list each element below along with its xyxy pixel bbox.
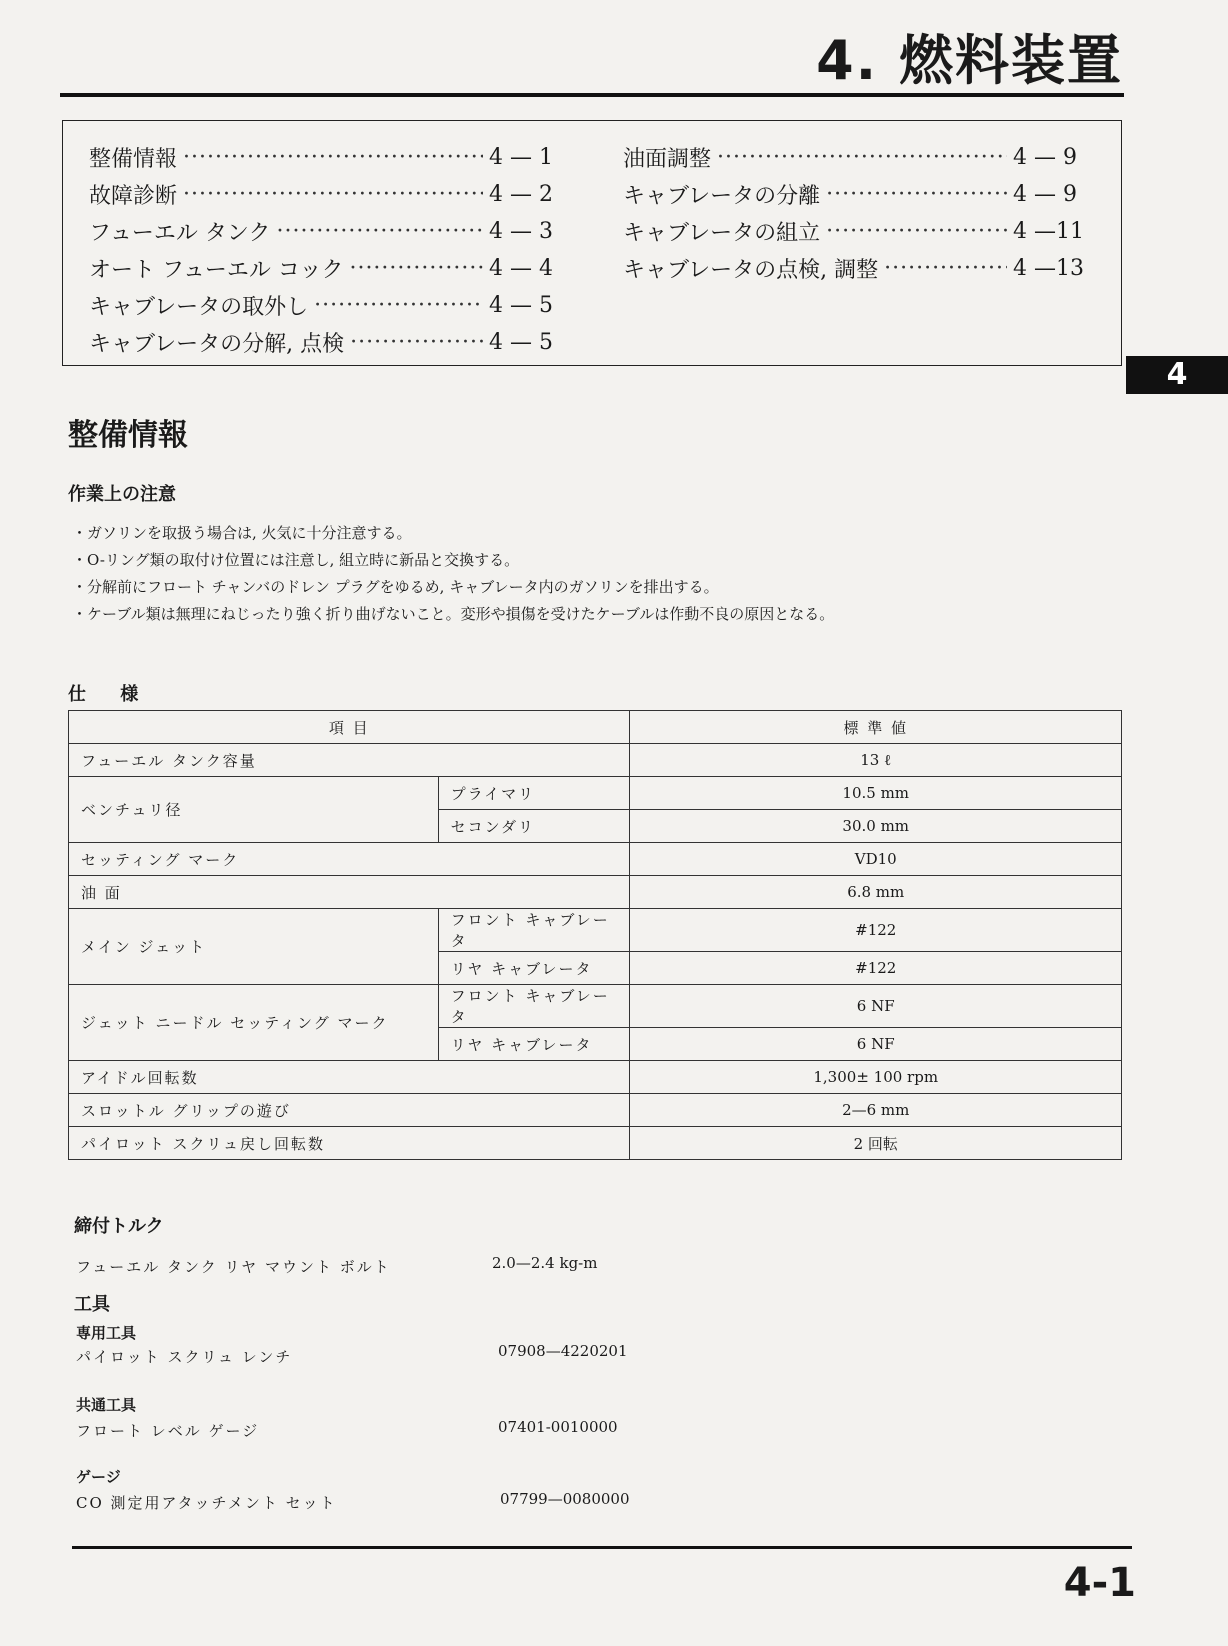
toc-label: 整備情報: [89, 147, 178, 172]
section-heading: 整備情報: [68, 418, 188, 453]
row-value: 6 NF: [630, 1028, 1122, 1061]
toc-item[interactable]: [623, 250, 1083, 287]
row-value: 1,300± 100 rpm: [630, 1061, 1122, 1094]
toc-item[interactable]: [89, 176, 559, 213]
common-tools-heading: 共通工具: [76, 1396, 137, 1414]
toc-leader: [884, 256, 1007, 281]
table-row: [69, 777, 1122, 810]
row-label: パイロット スクリュ戻し回転数: [69, 1127, 630, 1160]
toc-leader: [183, 145, 483, 170]
torque-heading: 締付トルク: [74, 1216, 164, 1237]
row-value: 2 回転: [630, 1127, 1122, 1160]
table-header-row: [69, 711, 1122, 744]
cautions-heading: 作業上の注意: [68, 484, 176, 505]
cautions-list: [72, 520, 834, 628]
caution-item: ・O-リング類の取付け位置には注意し, 組立時に新品と交換する。: [72, 551, 520, 569]
bottom-rule: [72, 1546, 1132, 1549]
toc-page: 4 — 9: [1013, 145, 1077, 170]
row-label: 油 面: [69, 876, 630, 909]
toc-page: 4 — 3: [489, 219, 553, 244]
special-tools-heading: 専用工具: [76, 1324, 137, 1342]
toc-item[interactable]: [623, 176, 1083, 213]
torque-value: 2.0—2.4 kg-m: [492, 1254, 598, 1272]
special-tool-number: 07908—4220201: [498, 1342, 628, 1360]
row-value: 6.8 mm: [630, 876, 1122, 909]
spec-table: [68, 710, 1122, 1160]
row-label: アイドル回転数: [69, 1061, 630, 1094]
table-row: [69, 876, 1122, 909]
chapter-tab: 4: [1126, 356, 1228, 394]
toc-label: フューエル タンク: [89, 221, 271, 246]
toc-label: 故障診断: [89, 184, 178, 209]
toc-item[interactable]: [89, 287, 559, 324]
table-row: [69, 1127, 1122, 1160]
toc-left-column: [89, 139, 559, 361]
header-item: 項 目: [69, 711, 630, 744]
row-value: VD10: [630, 843, 1122, 876]
top-rule: [60, 93, 1124, 97]
gauge-item: CO 測定用アタッチメント セット: [76, 1494, 337, 1512]
common-tool-number: 07401-0010000: [498, 1418, 618, 1436]
row-value: 13 ℓ: [630, 744, 1122, 777]
gauge-heading: ゲージ: [76, 1468, 121, 1486]
page-number: 4-1: [1063, 1560, 1136, 1606]
caution-item: ・ケーブル類は無理にねじったり強く折り曲げないこと。変形や損傷を受けたケーブルは作動不良の原因となる。: [72, 605, 835, 623]
toc-leader: [350, 330, 483, 355]
toc-item[interactable]: [623, 139, 1083, 176]
common-tool-item: フロート レベル ゲージ: [76, 1422, 260, 1440]
toc-label: キャブレータの点検, 調整: [623, 258, 879, 283]
row-label: ジェット ニードル セッティング マーク: [69, 985, 439, 1061]
toc-label: キャブレータの分離: [623, 184, 821, 209]
row-value: 10.5 mm: [630, 777, 1122, 810]
toc-leader: [717, 145, 1007, 170]
row-value: 30.0 mm: [630, 810, 1122, 843]
toc-right-column: [623, 139, 1083, 287]
torque-item: フューエル タンク リヤ マウント ボルト: [76, 1258, 391, 1276]
table-row: [69, 1094, 1122, 1127]
toc-item[interactable]: [89, 213, 559, 250]
row-label: ベンチュリ径: [69, 777, 439, 843]
row-sublabel: フロント キャブレータ: [438, 985, 630, 1028]
table-row: [69, 744, 1122, 777]
toc-page: 4 —11: [1013, 219, 1084, 244]
toc-item[interactable]: [89, 324, 559, 361]
toc-label: キャブレータの取外し: [89, 295, 309, 320]
toc-page: 4 — 2: [489, 182, 553, 207]
toc-item[interactable]: [623, 213, 1083, 250]
row-value: 6 NF: [630, 985, 1122, 1028]
toc-leader: [826, 182, 1007, 207]
specs-heading: 仕 様: [68, 684, 153, 705]
row-label: フューエル タンク容量: [69, 744, 630, 777]
table-row: [69, 985, 1122, 1028]
caution-item: ・分解前にフロート チャンバのドレン プラグをゆるめ, キャブレータ内のガソリンを排出する。: [72, 578, 719, 596]
table-of-contents: [62, 120, 1122, 366]
toc-page: 4 —13: [1013, 256, 1084, 281]
special-tool-item: パイロット スクリュ レンチ: [76, 1348, 293, 1366]
row-value: #122: [630, 952, 1122, 985]
table-row: [69, 843, 1122, 876]
gauge-number: 07799—0080000: [500, 1490, 630, 1508]
toc-page: 4 — 5: [489, 330, 553, 355]
toc-item[interactable]: [89, 250, 559, 287]
row-label: メイン ジェット: [69, 909, 439, 985]
row-value: 2—6 mm: [630, 1094, 1122, 1127]
chapter-title: 4. 燃料装置: [816, 29, 1123, 92]
toc-label: 油面調整: [623, 147, 712, 172]
header-value: 標 準 値: [630, 711, 1122, 744]
caution-item: ・ガソリンを取扱う場合は, 火気に十分注意する。: [72, 524, 412, 542]
row-sublabel: リヤ キャブレータ: [438, 1028, 630, 1061]
toc-page: 4 — 9: [1013, 182, 1077, 207]
row-sublabel: プライマリ: [438, 777, 630, 810]
toc-page: 4 — 1: [489, 145, 553, 170]
toc-label: キャブレータの組立: [623, 221, 821, 246]
toc-leader: [183, 182, 483, 207]
row-value: #122: [630, 909, 1122, 952]
toc-leader: [349, 256, 483, 281]
row-sublabel: フロント キャブレータ: [438, 909, 630, 952]
table-row: [69, 1061, 1122, 1094]
tools-heading: 工具: [74, 1294, 110, 1315]
toc-page: 4 — 4: [489, 256, 553, 281]
toc-leader: [314, 293, 483, 318]
toc-leader: [276, 219, 483, 244]
row-label: スロットル グリップの遊び: [69, 1094, 630, 1127]
row-label: セッティング マーク: [69, 843, 630, 876]
toc-item[interactable]: [89, 139, 559, 176]
toc-page: 4 — 5: [489, 293, 553, 318]
row-sublabel: リヤ キャブレータ: [438, 952, 630, 985]
toc-label: キャブレータの分解, 点検: [89, 332, 345, 357]
table-row: [69, 909, 1122, 952]
row-sublabel: セコンダリ: [438, 810, 630, 843]
toc-leader: [826, 219, 1007, 244]
toc-label: オート フューエル コック: [89, 258, 344, 283]
